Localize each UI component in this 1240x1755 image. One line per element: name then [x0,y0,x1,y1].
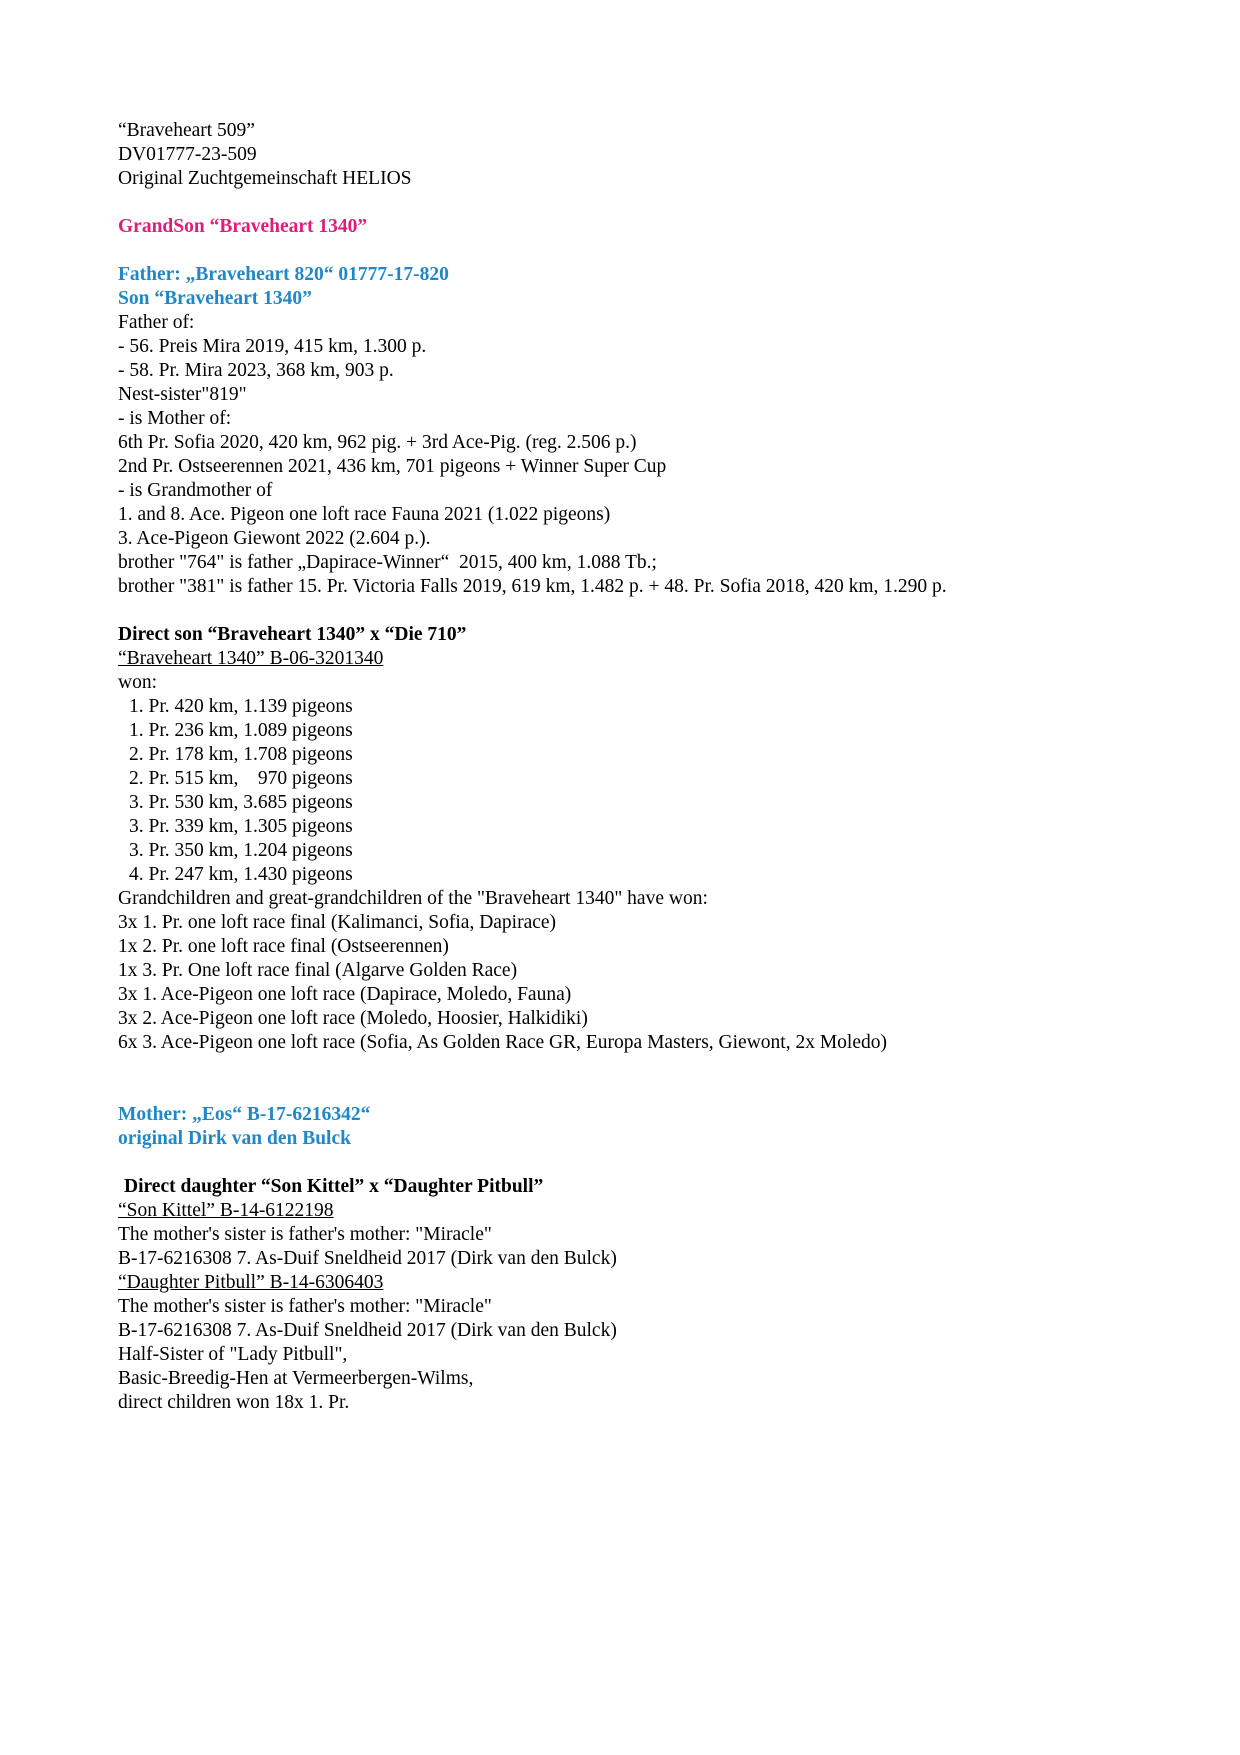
document-page [118,119,1198,1415]
result-item: 1. Pr. 236 km, 1.089 pigeons [129,720,353,741]
results-list [118,695,1198,887]
result-item: 2. Pr. 515 km, 970 pigeons [129,768,353,789]
father-line: - is Grandmother of [118,480,273,501]
pigeon-origin: Original Zuchtgemeinschaft HELIOS [118,168,412,189]
father-line: 3. Ace-Pigeon Giewont 2022 (2.604 p.). [118,528,431,549]
result-item: 1. Pr. 420 km, 1.139 pigeons [129,696,353,717]
grandchildren-result: 3x 2. Ace-Pigeon one loft race (Moledo, Hoosier, Halkidiki) [118,1008,588,1029]
result-item: 3. Pr. 530 km, 3.685 pigeons [129,792,353,813]
grandson-heading: GrandSon “Braveheart 1340” [118,216,368,237]
father-line: Father of: [118,312,195,333]
father-line: 1. and 8. Ace. Pigeon one loft race Fauna 2021 (1.022 pigeons) [118,504,611,525]
father-line: brother "764" is father „Dapirace-Winner“ 2015, 400 km, 1.088 Tb.; [118,552,657,573]
grandchildren-results [118,911,1198,1055]
mother-heading: Mother: „Eos“ B-17-6216342“ [118,1104,371,1125]
pigeon-name: “Braveheart 509” [118,120,255,141]
father-line: brother "381" is father 15. Pr. Victoria Falls 2019, 619 km, 1.482 p. + 48. Pr. Sofia 2018, 420 km, 1.290 p. [118,576,947,597]
result-item: 3. Pr. 339 km, 1.305 pigeons [129,816,353,837]
father-details [118,311,1198,599]
result-item: 2. Pr. 178 km, 1.708 pigeons [129,744,353,765]
direct-son-ring: “Braveheart 1340” B-06-3201340 [118,648,384,669]
father-line: 2nd Pr. Ostseerennen 2021, 436 km, 701 pigeons + Winner Super Cup [118,456,667,477]
father-line: Nest-sister"819" [118,384,247,405]
grandchildren-result: 3x 1. Pr. one loft race final (Kalimanci, Sofia, Dapirace) [118,912,557,933]
daughter-pitbull-line: Half-Sister of "Lady Pitbull", [118,1344,348,1365]
son-kittel-line: B-17-6216308 7. As-Duif Sneldheid 2017 (Dirk van den Bulck) [118,1248,617,1269]
daughter-pitbull-line: The mother's sister is father's mother: "Miracle" [118,1296,492,1317]
grandchildren-result: 1x 3. Pr. One loft race final (Algarve Golden Race) [118,960,518,981]
result-item: 4. Pr. 247 km, 1.430 pigeons [129,864,353,885]
daughter-pitbull-line: Basic-Breedig-Hen at Vermeerbergen-Wilms, [118,1368,474,1389]
pigeon-ring: DV01777-23-509 [118,144,257,165]
grandchildren-intro: Grandchildren and great-grandchildren of the "Braveheart 1340" have won: [118,888,708,909]
son-kittel-line: The mother's sister is father's mother: "Miracle" [118,1224,492,1245]
direct-daughter-heading: Direct daughter “Son Kittel” x “Daughter Pitbull” [124,1176,544,1197]
daughter-pitbull-line: B-17-6216308 7. As-Duif Sneldheid 2017 (Dirk van den Bulck) [118,1320,617,1341]
result-item: 3. Pr. 350 km, 1.204 pigeons [129,840,353,861]
daughter-pitbull-ring: “Daughter Pitbull” B-14-6306403 [118,1272,384,1293]
father-line: - 58. Pr. Mira 2023, 368 km, 903 p. [118,360,394,381]
father-subheading: Son “Braveheart 1340” [118,288,312,309]
father-heading: Father: „Braveheart 820“ 01777-17-820 [118,264,449,285]
grandchildren-result: 6x 3. Ace-Pigeon one loft race (Sofia, As Golden Race GR, Europa Masters, Giewont, 2x Moledo) [118,1032,887,1053]
daughter-pitbull-line: direct children won 18x 1. Pr. [118,1392,350,1413]
grandchildren-result: 1x 2. Pr. one loft race final (Ostseerennen) [118,936,449,957]
won-label: won: [118,672,157,693]
son-kittel-ring: “Son Kittel” B-14-6122198 [118,1200,334,1221]
father-line: - 56. Preis Mira 2019, 415 km, 1.300 p. [118,336,427,357]
father-line: 6th Pr. Sofia 2020, 420 km, 962 pig. + 3rd Ace-Pig. (reg. 2.506 p.) [118,432,637,453]
father-line: - is Mother of: [118,408,232,429]
mother-subheading: original Dirk van den Bulck [118,1128,351,1149]
direct-son-heading: Direct son “Braveheart 1340” x “Die 710” [118,624,467,645]
grandchildren-result: 3x 1. Ace-Pigeon one loft race (Dapirace, Moledo, Fauna) [118,984,572,1005]
